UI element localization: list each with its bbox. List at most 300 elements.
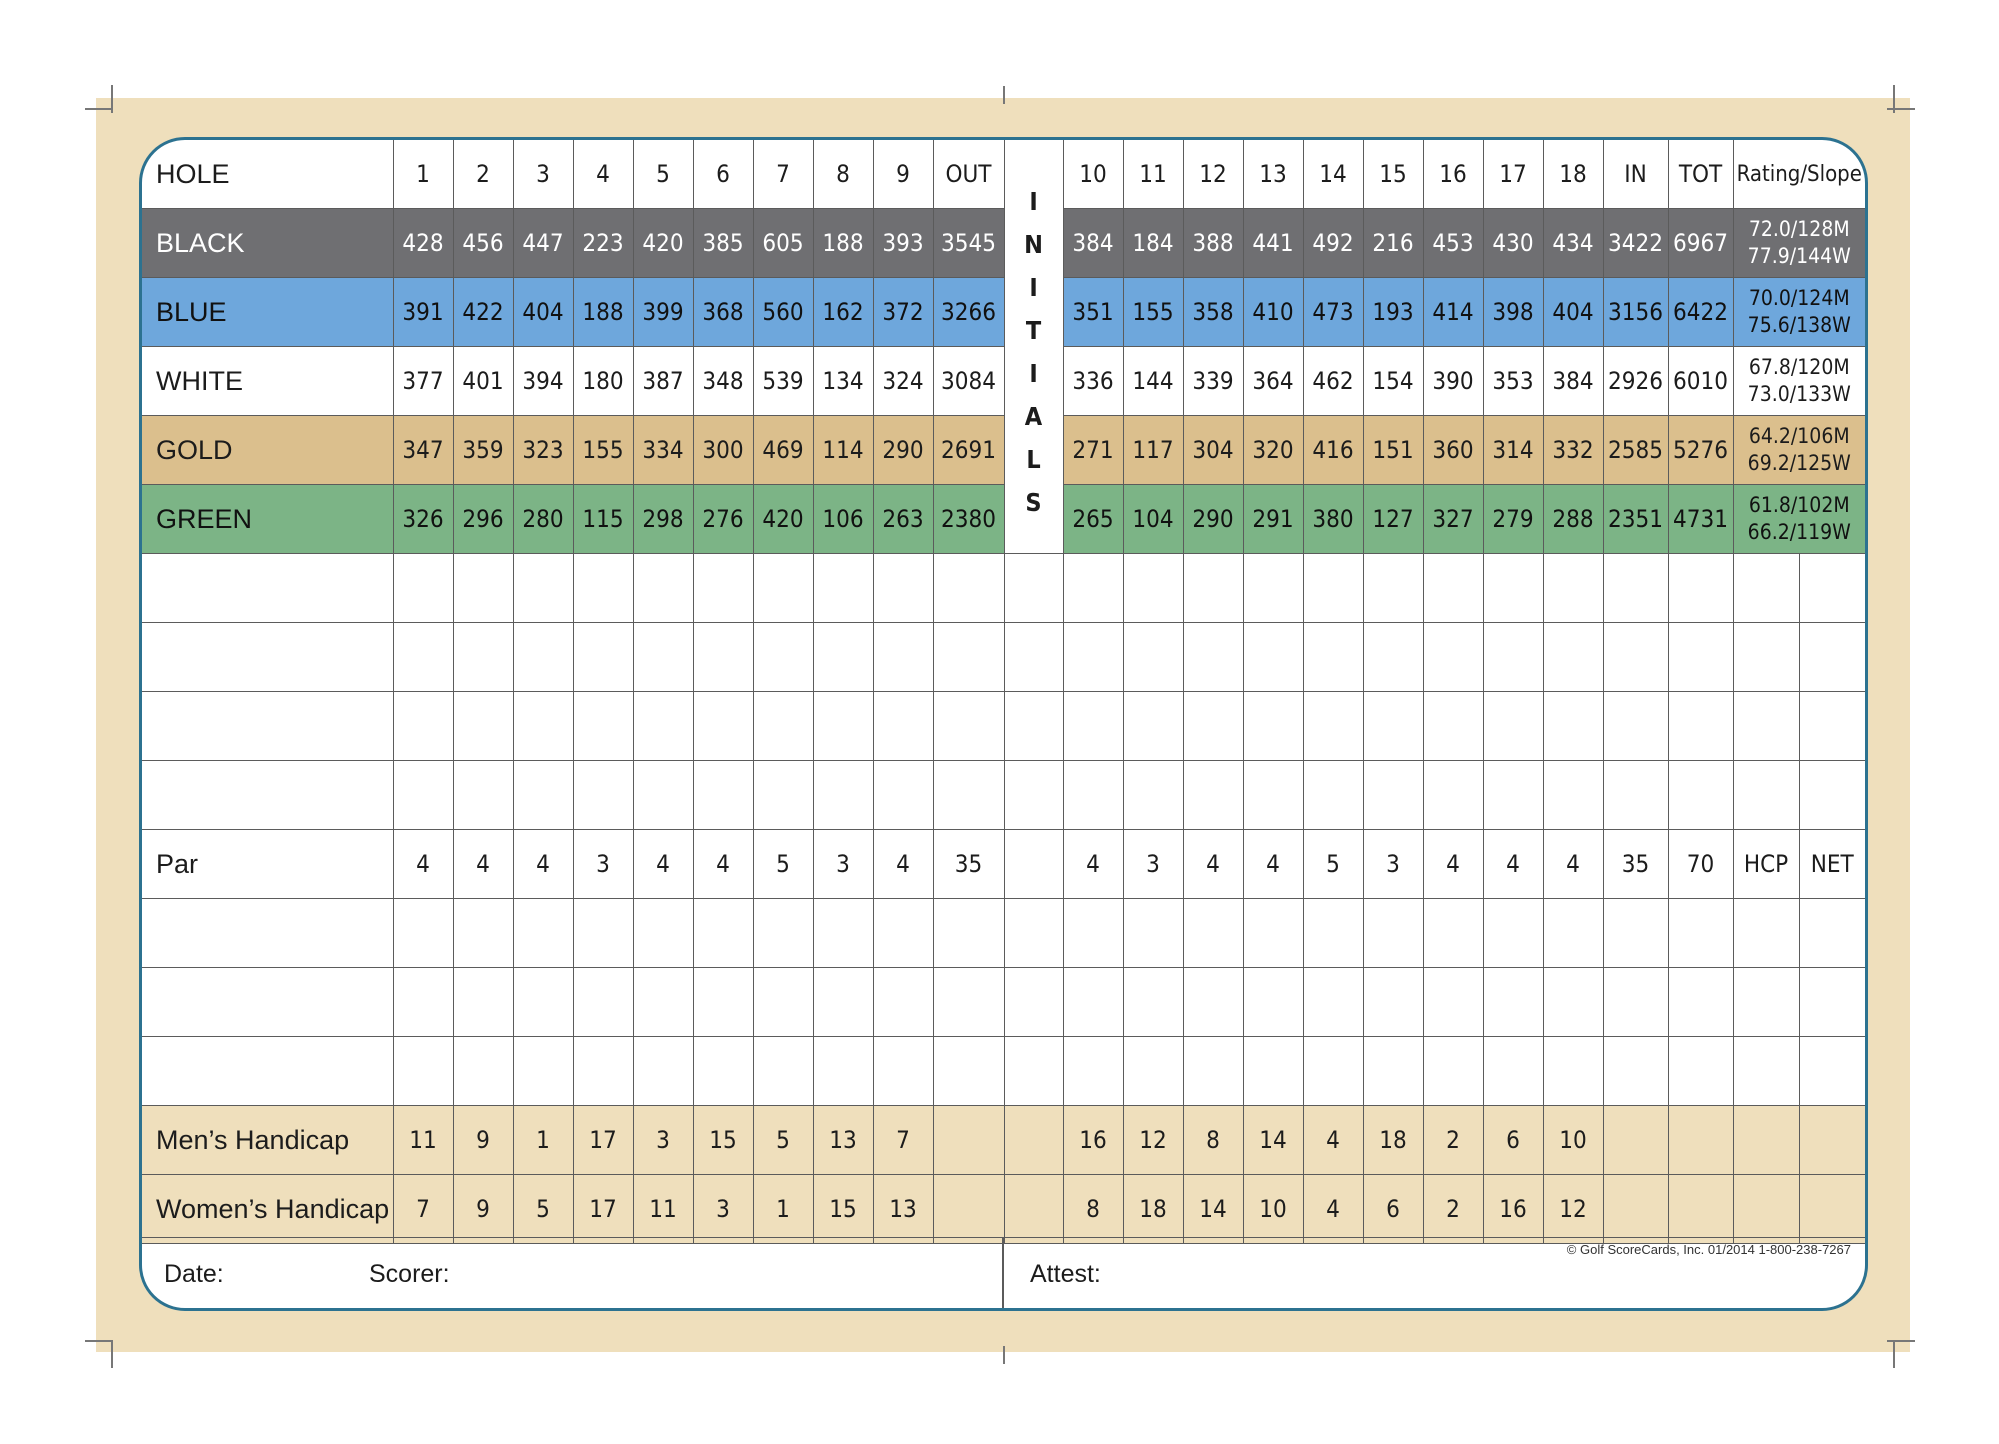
score-cell[interactable]: [1543, 899, 1603, 968]
score-cell[interactable]: [393, 968, 453, 1037]
tee-row-blue: [142, 278, 1865, 347]
par-cell: 4: [1183, 830, 1243, 899]
score-cell[interactable]: [873, 968, 933, 1037]
par-label: Par: [142, 830, 393, 899]
player-name-cell[interactable]: [142, 899, 393, 968]
rating-slope: [1733, 209, 1865, 278]
score-cell[interactable]: [813, 554, 873, 623]
yardage-cell: 336: [1063, 347, 1123, 416]
initials-cell[interactable]: [1004, 899, 1063, 968]
score-cell[interactable]: [1363, 554, 1423, 623]
score-cell[interactable]: [453, 623, 513, 692]
score-cell[interactable]: [1063, 1037, 1123, 1106]
player-name-cell[interactable]: [142, 968, 393, 1037]
total-yardage: 6422: [1668, 278, 1733, 347]
initials-cell[interactable]: [1004, 761, 1063, 830]
score-cell[interactable]: [1063, 554, 1123, 623]
score-cell[interactable]: [1183, 692, 1243, 761]
par-cell: 3: [1123, 830, 1183, 899]
handicap-cell: 9: [453, 1175, 513, 1244]
score-cell[interactable]: [453, 968, 513, 1037]
score-cell[interactable]: [753, 899, 813, 968]
score-cell[interactable]: [1303, 623, 1363, 692]
score-cell[interactable]: [1303, 968, 1363, 1037]
score-cell[interactable]: [633, 554, 693, 623]
score-cell[interactable]: [1543, 761, 1603, 830]
crop-mark: [1887, 1340, 1915, 1342]
score-cell[interactable]: [1183, 968, 1243, 1037]
yardage-cell: 290: [1183, 485, 1243, 554]
handicap-blank: [1668, 1175, 1733, 1244]
yardage-cell: 117: [1123, 416, 1183, 485]
out-yardage: 3266: [933, 278, 1004, 347]
score-cell[interactable]: [693, 623, 753, 692]
tee-name: GREEN: [142, 485, 393, 554]
yardage-cell: 404: [513, 278, 573, 347]
out-yardage: 3545: [933, 209, 1004, 278]
score-cell[interactable]: [573, 899, 633, 968]
score-cell[interactable]: [1303, 692, 1363, 761]
score-cell[interactable]: [873, 899, 933, 968]
yardage-cell: 154: [1363, 347, 1423, 416]
yardage-cell: 347: [393, 416, 453, 485]
score-cell[interactable]: [693, 554, 753, 623]
score-cell[interactable]: [1183, 1037, 1243, 1106]
initials-cell[interactable]: [1004, 1037, 1063, 1106]
score-cell[interactable]: [633, 623, 693, 692]
score-cell[interactable]: [1799, 968, 1865, 1037]
score-cell[interactable]: [513, 623, 573, 692]
score-cell[interactable]: [753, 692, 813, 761]
score-cell[interactable]: [1123, 968, 1183, 1037]
yardage-cell: 414: [1423, 278, 1483, 347]
score-cell[interactable]: [1483, 761, 1543, 830]
score-cell[interactable]: [513, 899, 573, 968]
score-cell[interactable]: [1123, 1037, 1183, 1106]
score-cell[interactable]: [1799, 623, 1865, 692]
score-cell[interactable]: [1363, 1037, 1423, 1106]
crop-mark: [111, 85, 113, 113]
initials-letter: S: [1025, 488, 1042, 517]
handicap-blank: [1004, 1175, 1063, 1244]
handicap-label: Men’s Handicap: [142, 1106, 393, 1175]
score-cell[interactable]: [1303, 761, 1363, 830]
yardage-cell: 162: [813, 278, 873, 347]
yardage-cell: 348: [693, 347, 753, 416]
score-cell[interactable]: [573, 761, 633, 830]
score-cell[interactable]: [1543, 623, 1603, 692]
score-cell[interactable]: [393, 692, 453, 761]
handicap-cell: 18: [1123, 1175, 1183, 1244]
score-cell[interactable]: [1668, 554, 1733, 623]
player-name-cell[interactable]: [142, 692, 393, 761]
initials-cell[interactable]: [1004, 554, 1063, 623]
score-cell[interactable]: [1363, 623, 1423, 692]
yardage-cell: 104: [1123, 485, 1183, 554]
score-cell[interactable]: [1243, 623, 1303, 692]
score-cell[interactable]: [753, 968, 813, 1037]
score-cell[interactable]: [813, 899, 873, 968]
par-cell: 4: [1483, 830, 1543, 899]
score-cell[interactable]: [1483, 554, 1543, 623]
yardage-cell: 399: [633, 278, 693, 347]
score-cell[interactable]: [933, 899, 1004, 968]
yardage-cell: 539: [753, 347, 813, 416]
handicap-cell: 14: [1243, 1106, 1303, 1175]
yardage-cell: 134: [813, 347, 873, 416]
score-cell[interactable]: [1243, 968, 1303, 1037]
score-cell[interactable]: [1733, 554, 1799, 623]
score-cell[interactable]: [1363, 692, 1423, 761]
handicap-cell: 16: [1483, 1175, 1543, 1244]
score-cell[interactable]: [1603, 761, 1668, 830]
hole-number: 2: [453, 140, 513, 209]
score-cell[interactable]: [453, 692, 513, 761]
crop-mark: [111, 1340, 113, 1368]
score-cell[interactable]: [1183, 899, 1243, 968]
player-score-row: [142, 899, 1865, 968]
rating-women: 77.9/144W: [1747, 244, 1851, 268]
yardage-cell: 223: [573, 209, 633, 278]
score-cell[interactable]: [393, 623, 453, 692]
yardage-cell: 324: [873, 347, 933, 416]
score-cell[interactable]: [1668, 968, 1733, 1037]
score-cell[interactable]: [1799, 1037, 1865, 1106]
par-cell: 4: [513, 830, 573, 899]
crop-mark: [1887, 108, 1915, 110]
score-cell[interactable]: [1243, 1037, 1303, 1106]
rating-men: 67.8/120M: [1748, 355, 1850, 379]
initials-cell[interactable]: [1004, 968, 1063, 1037]
yardage-cell: 290: [873, 416, 933, 485]
score-cell[interactable]: [753, 761, 813, 830]
score-cell[interactable]: [1799, 554, 1865, 623]
yardage-cell: 428: [393, 209, 453, 278]
score-cell[interactable]: [1733, 968, 1799, 1037]
score-cell[interactable]: [513, 554, 573, 623]
score-cell[interactable]: [813, 1037, 873, 1106]
score-cell[interactable]: [1799, 899, 1865, 968]
score-cell[interactable]: [1423, 623, 1483, 692]
yardage-cell: 372: [873, 278, 933, 347]
handicap-cell: 6: [1363, 1175, 1423, 1244]
score-cell[interactable]: [1363, 761, 1423, 830]
yardage-cell: 420: [633, 209, 693, 278]
handicap-cell: 12: [1543, 1175, 1603, 1244]
score-cell[interactable]: [1603, 1037, 1668, 1106]
score-cell[interactable]: [1733, 623, 1799, 692]
score-cell[interactable]: [1063, 968, 1123, 1037]
score-cell[interactable]: [1123, 899, 1183, 968]
player-score-row: [142, 761, 1865, 830]
score-cell[interactable]: [1423, 1037, 1483, 1106]
yardage-cell: 155: [573, 416, 633, 485]
par-cell: 3: [1363, 830, 1423, 899]
rating-slope: [1733, 485, 1865, 554]
yardage-cell: 184: [1123, 209, 1183, 278]
yardage-cell: 469: [753, 416, 813, 485]
score-cell[interactable]: [393, 899, 453, 968]
score-cell[interactable]: [873, 692, 933, 761]
score-cell[interactable]: [933, 692, 1004, 761]
yardage-cell: 410: [1243, 278, 1303, 347]
score-cell[interactable]: [813, 761, 873, 830]
score-cell[interactable]: [1668, 1037, 1733, 1106]
handicap-blank: [1004, 1106, 1063, 1175]
par-cell: 4: [393, 830, 453, 899]
rating-women: 75.6/138W: [1747, 313, 1851, 337]
yardage-cell: 401: [453, 347, 513, 416]
score-cell[interactable]: [1183, 554, 1243, 623]
score-cell[interactable]: [1423, 554, 1483, 623]
yardage-cell: 387: [633, 347, 693, 416]
score-cell[interactable]: [1303, 554, 1363, 623]
score-cell[interactable]: [1603, 692, 1668, 761]
par-out: 35: [933, 830, 1004, 899]
score-cell[interactable]: [1668, 899, 1733, 968]
par-cell: 4: [1543, 830, 1603, 899]
hole-number: 14: [1303, 140, 1363, 209]
handicap-cell: 13: [813, 1106, 873, 1175]
yardage-cell: 339: [1183, 347, 1243, 416]
score-cell[interactable]: [1733, 1037, 1799, 1106]
handicap-blank: [933, 1106, 1004, 1175]
score-cell[interactable]: [1423, 692, 1483, 761]
score-cell[interactable]: [813, 623, 873, 692]
score-cell[interactable]: [873, 623, 933, 692]
score-cell[interactable]: [1303, 899, 1363, 968]
score-cell[interactable]: [633, 1037, 693, 1106]
score-cell[interactable]: [1303, 1037, 1363, 1106]
score-cell[interactable]: [1733, 899, 1799, 968]
score-cell[interactable]: [1668, 761, 1733, 830]
scorecard: [139, 137, 1868, 1311]
score-cell[interactable]: [513, 968, 573, 1037]
hole-number: 17: [1483, 140, 1543, 209]
scorer-label: Scorer:: [369, 1260, 450, 1288]
score-cell[interactable]: [453, 554, 513, 623]
score-cell[interactable]: [1483, 1037, 1543, 1106]
score-cell[interactable]: [1063, 899, 1123, 968]
score-cell[interactable]: [633, 968, 693, 1037]
initials-cell[interactable]: [1004, 692, 1063, 761]
score-cell[interactable]: [513, 761, 573, 830]
player-score-row: [142, 623, 1865, 692]
score-cell[interactable]: [1423, 761, 1483, 830]
in-yardage: 2351: [1603, 485, 1668, 554]
score-cell[interactable]: [633, 761, 693, 830]
initials-letter: I: [1029, 273, 1038, 302]
score-cell[interactable]: [933, 554, 1004, 623]
score-cell[interactable]: [393, 1037, 453, 1106]
score-cell[interactable]: [1603, 554, 1668, 623]
score-cell[interactable]: [1668, 623, 1733, 692]
score-cell[interactable]: [933, 968, 1004, 1037]
yardage-cell: 368: [693, 278, 753, 347]
score-cell[interactable]: [1063, 761, 1123, 830]
initials-cell[interactable]: [1004, 623, 1063, 692]
score-cell[interactable]: [753, 1037, 813, 1106]
score-cell[interactable]: [1603, 899, 1668, 968]
score-cell[interactable]: [1183, 623, 1243, 692]
par-cell: 4: [693, 830, 753, 899]
player-name-cell[interactable]: [142, 761, 393, 830]
score-cell[interactable]: [453, 1037, 513, 1106]
yardage-cell: 560: [753, 278, 813, 347]
score-cell[interactable]: [1483, 692, 1543, 761]
score-cell[interactable]: [813, 692, 873, 761]
handicap-blank: [1603, 1106, 1668, 1175]
handicap-blank: [1733, 1106, 1799, 1175]
yardage-cell: 263: [873, 485, 933, 554]
score-cell[interactable]: [1243, 899, 1303, 968]
yardage-cell: 456: [453, 209, 513, 278]
player-score-row: [142, 692, 1865, 761]
tee-row-black: [142, 209, 1865, 278]
score-cell[interactable]: [873, 554, 933, 623]
score-cell[interactable]: [1243, 692, 1303, 761]
score-cell[interactable]: [1603, 623, 1668, 692]
yardage-cell: 127: [1363, 485, 1423, 554]
score-cell[interactable]: [1733, 692, 1799, 761]
yardage-cell: 404: [1543, 278, 1603, 347]
score-cell[interactable]: [693, 692, 753, 761]
par-cell: 5: [753, 830, 813, 899]
yardage-cell: 298: [633, 485, 693, 554]
score-cell[interactable]: [1543, 968, 1603, 1037]
hole-number: 16: [1423, 140, 1483, 209]
footer-divider: [1002, 1238, 1004, 1311]
score-cell[interactable]: [1799, 692, 1865, 761]
player-score-row: [142, 554, 1865, 623]
handicap-cell: 8: [1063, 1175, 1123, 1244]
yardage-cell: 359: [453, 416, 513, 485]
score-cell[interactable]: [1183, 761, 1243, 830]
score-cell[interactable]: [393, 554, 453, 623]
yardage-cell: 276: [693, 485, 753, 554]
score-cell[interactable]: [1543, 692, 1603, 761]
score-cell[interactable]: [1733, 761, 1799, 830]
rating-men: 72.0/128M: [1748, 217, 1850, 241]
yardage-cell: 327: [1423, 485, 1483, 554]
score-cell[interactable]: [1483, 899, 1543, 968]
score-cell[interactable]: [573, 623, 633, 692]
score-cell[interactable]: [1543, 1037, 1603, 1106]
score-cell[interactable]: [1668, 692, 1733, 761]
score-cell[interactable]: [813, 968, 873, 1037]
in-yardage: 3422: [1603, 209, 1668, 278]
handicap-cell: 7: [393, 1175, 453, 1244]
handicap-cell: 8: [1183, 1106, 1243, 1175]
score-cell[interactable]: [1483, 968, 1543, 1037]
score-cell[interactable]: [573, 1037, 633, 1106]
yardage-cell: 180: [573, 347, 633, 416]
hole-number: 5: [633, 140, 693, 209]
score-cell[interactable]: [933, 761, 1004, 830]
score-cell[interactable]: [633, 899, 693, 968]
initials-letter: N: [1024, 230, 1043, 259]
player-name-cell[interactable]: [142, 623, 393, 692]
par-cell: 4: [1423, 830, 1483, 899]
total-yardage: 4731: [1668, 485, 1733, 554]
score-cell[interactable]: [513, 692, 573, 761]
handicap-cell: 13: [873, 1175, 933, 1244]
score-cell[interactable]: [1423, 968, 1483, 1037]
yardage-cell: 388: [1183, 209, 1243, 278]
score-cell[interactable]: [753, 554, 813, 623]
score-cell[interactable]: [513, 1037, 573, 1106]
score-cell[interactable]: [1123, 692, 1183, 761]
score-cell[interactable]: [873, 761, 933, 830]
handicap-cell: 17: [573, 1106, 633, 1175]
yardage-cell: 193: [1363, 278, 1423, 347]
score-cell[interactable]: [573, 968, 633, 1037]
hole-number: 3: [513, 140, 573, 209]
score-cell[interactable]: [1423, 899, 1483, 968]
score-cell[interactable]: [393, 761, 453, 830]
score-cell[interactable]: [693, 1037, 753, 1106]
rating-men: 61.8/102M: [1748, 493, 1850, 517]
score-cell[interactable]: [1543, 554, 1603, 623]
score-cell[interactable]: [1123, 761, 1183, 830]
handicap-blank: [1799, 1175, 1865, 1244]
score-cell[interactable]: [453, 899, 513, 968]
score-cell[interactable]: [1123, 554, 1183, 623]
player-name-cell[interactable]: [142, 1037, 393, 1106]
score-cell[interactable]: [693, 761, 753, 830]
score-cell[interactable]: [1483, 623, 1543, 692]
score-cell[interactable]: [693, 968, 753, 1037]
initials-letter: T: [1025, 316, 1042, 345]
net-label: NET: [1799, 830, 1865, 899]
score-cell[interactable]: [1799, 761, 1865, 830]
score-cell[interactable]: [933, 623, 1004, 692]
score-cell[interactable]: [573, 554, 633, 623]
score-cell[interactable]: [873, 1037, 933, 1106]
in-yardage: 2926: [1603, 347, 1668, 416]
crop-mark: [1003, 1346, 1005, 1364]
handicap-cell: 1: [513, 1106, 573, 1175]
score-cell[interactable]: [1123, 623, 1183, 692]
yardage-cell: 358: [1183, 278, 1243, 347]
hole-row: [142, 140, 1865, 209]
score-cell[interactable]: [453, 761, 513, 830]
score-cell[interactable]: [933, 1037, 1004, 1106]
player-name-cell[interactable]: [142, 554, 393, 623]
out-yardage: 2691: [933, 416, 1004, 485]
score-cell[interactable]: [1243, 761, 1303, 830]
score-cell[interactable]: [1063, 623, 1123, 692]
hole-number: 4: [573, 140, 633, 209]
yardage-cell: 332: [1543, 416, 1603, 485]
yardage-cell: 384: [1063, 209, 1123, 278]
initials-letter: I: [1029, 187, 1038, 216]
tee-name: BLACK: [142, 209, 393, 278]
score-cell[interactable]: [1063, 692, 1123, 761]
score-cell[interactable]: [1603, 968, 1668, 1037]
score-cell[interactable]: [1363, 968, 1423, 1037]
score-cell[interactable]: [1363, 899, 1423, 968]
hole-number: 7: [753, 140, 813, 209]
score-cell[interactable]: [633, 692, 693, 761]
score-cell[interactable]: [1243, 554, 1303, 623]
handicap-blank: [1799, 1106, 1865, 1175]
score-cell[interactable]: [693, 899, 753, 968]
score-cell[interactable]: [573, 692, 633, 761]
score-cell[interactable]: [753, 623, 813, 692]
in-label: IN: [1603, 140, 1668, 209]
hole-number: 9: [873, 140, 933, 209]
